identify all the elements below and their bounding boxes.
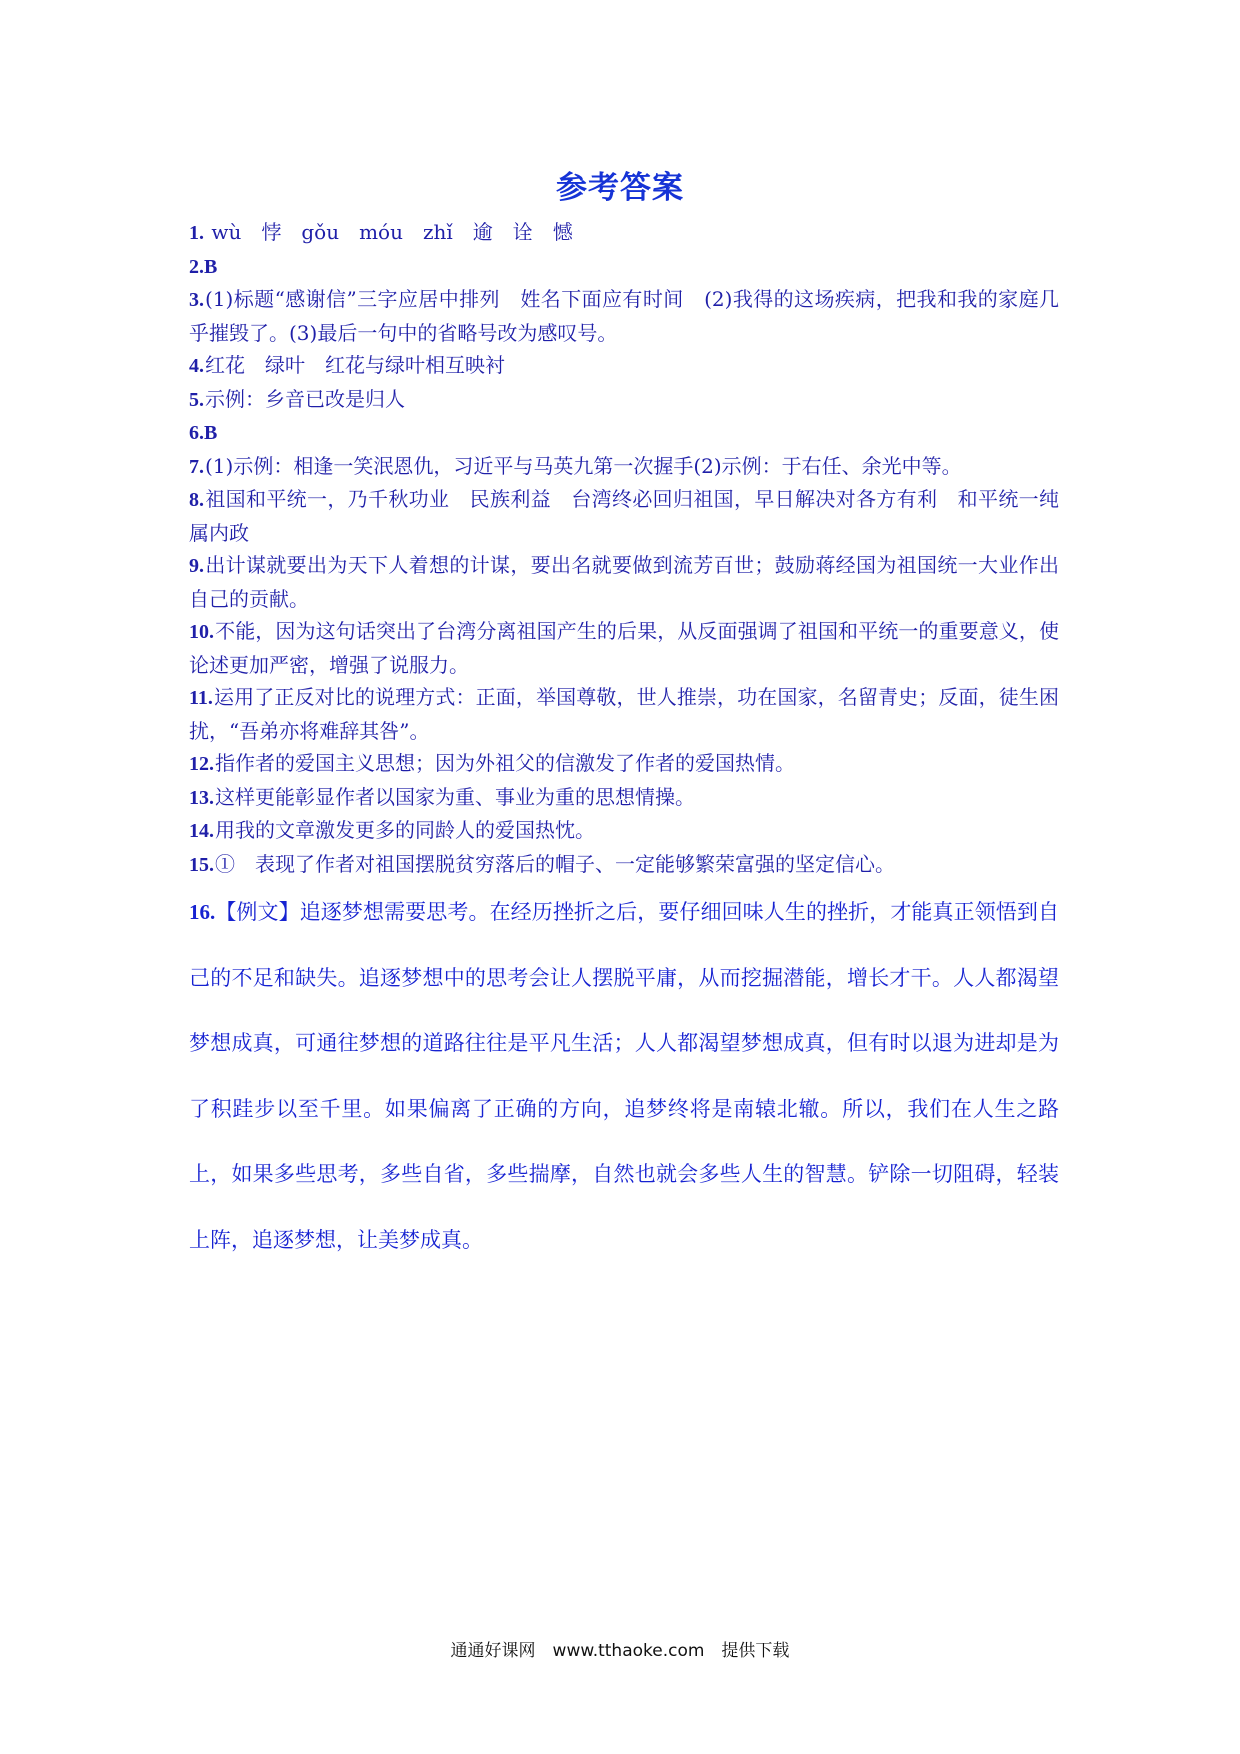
answer-text: 不能，因为这句话突出了台湾分离祖国产生的后果，从反面强调了祖国和平统一的重要意义，使论述更加严密，增强了说服力。 xyxy=(189,619,1059,677)
answer-text: 示例：乡音已改是归人 xyxy=(205,386,405,411)
answer-number: 15. xyxy=(189,853,214,876)
answer-list xyxy=(189,216,1059,881)
answer-item xyxy=(189,349,1059,383)
answer-item xyxy=(189,283,1059,349)
answer-item xyxy=(189,450,1059,484)
answer-number: 14. xyxy=(189,820,214,842)
answer-text: 运用了正反对比的说理方式：正面，举国尊敬，世人推崇，功在国家，名留青史；反面，徒生困扰，“吾弟亦将难辞其咎”。 xyxy=(189,685,1059,743)
answer-text: (1)示例：相逢一笑泯恩仇，习近平与马英九第一次握手(2)示例：于右任、余光中等。 xyxy=(205,453,962,478)
answer-item xyxy=(189,681,1059,747)
sample-essay xyxy=(189,880,1059,1273)
answer-number: 11. xyxy=(189,687,213,709)
answer-number: 13. xyxy=(189,786,214,809)
answer-text: 出计谋就要出为天下人着想的计谋，要出名就要做到流芳百世；鼓励蒋经国为祖国统一大业作出自己的贡献。 xyxy=(189,553,1059,611)
answer-number: 12. xyxy=(189,753,214,775)
answer-text: 指作者的爱国主义思想；因为外祖父的信激发了作者的爱国热情。 xyxy=(215,751,795,775)
answer-number: 5. xyxy=(189,388,204,411)
answer-item xyxy=(189,848,1059,882)
page-footer: 通通好课网 www.tthaoke.com 提供下载 xyxy=(450,1641,790,1661)
answer-number: 4. xyxy=(189,355,204,377)
answer-item xyxy=(189,483,1059,549)
essay-label: 【例文】 xyxy=(215,900,300,924)
answer-text: 这样更能彰显作者以国家为重、事业为重的思想情操。 xyxy=(215,784,695,809)
answer-number: 7. xyxy=(189,455,204,478)
answer-item xyxy=(189,383,1059,417)
page-title: 参考答案 xyxy=(556,170,684,206)
answer-item xyxy=(189,747,1059,781)
answer-item xyxy=(189,216,1059,250)
answer-item xyxy=(189,814,1059,848)
answer-number: 1. xyxy=(189,222,204,244)
answer-number: 9. xyxy=(189,555,204,577)
answer-text: 用我的文章激发更多的同龄人的爱国热忱。 xyxy=(215,818,595,842)
answer-number: 10. xyxy=(189,621,214,643)
answer-number: 6.B xyxy=(189,422,218,444)
answer-number: 3. xyxy=(189,289,204,311)
answer-item xyxy=(189,416,1059,450)
answer-item xyxy=(189,549,1059,615)
answer-number: 8. xyxy=(189,489,204,511)
essay-number: 16. xyxy=(189,900,216,924)
answer-text: 祖国和平统一，乃千秋功业 民族利益 台湾终必回归祖国，早日解决对各方有利 和平统一纯属内政 xyxy=(189,487,1059,545)
answer-item xyxy=(189,615,1059,681)
essay-text: 追逐梦想需要思考。在经历挫折之后，要仔细回味人生的挫折，才能真正领悟到自己的不足和缺失。追逐梦想中的思考会让人摆脱平庸，从而挖掘潜能，增长才干。人人都渴望梦想成真，可通往梦想的道路往往是平凡生活；人人都渴望梦想成真，但有时以退为进却是为了积跬步以至千里。如果偏离了正确的方向，追梦终将是南辕北辙。所以，我们在人生之路上，如果多些思考，多些自省，多些揣摩，自然也就会多些人生的智慧。铲除一切阻碍，轻装上阵，追逐梦想，让美梦成真。 xyxy=(189,900,1059,1252)
answer-item xyxy=(189,781,1059,815)
answer-text: (1)标题“感谢信”三字应居中排列 姓名下面应有时间 (2)我得的这场疾病，把我和我的家庭几乎摧毁了。(3)最后一句中的省略号改为感叹号。 xyxy=(189,287,1059,345)
answer-item xyxy=(189,250,1059,284)
answer-number: 2.B xyxy=(189,255,218,278)
answer-text: wù 悖 gǒu móu zhǐ 逾 诠 憾 xyxy=(205,220,573,244)
answer-text: ① 表现了作者对祖国摆脱贫穷落后的帽子、一定能够繁荣富强的坚定信心。 xyxy=(215,851,895,876)
answer-text: 红花 绿叶 红花与绿叶相互映衬 xyxy=(205,353,505,377)
